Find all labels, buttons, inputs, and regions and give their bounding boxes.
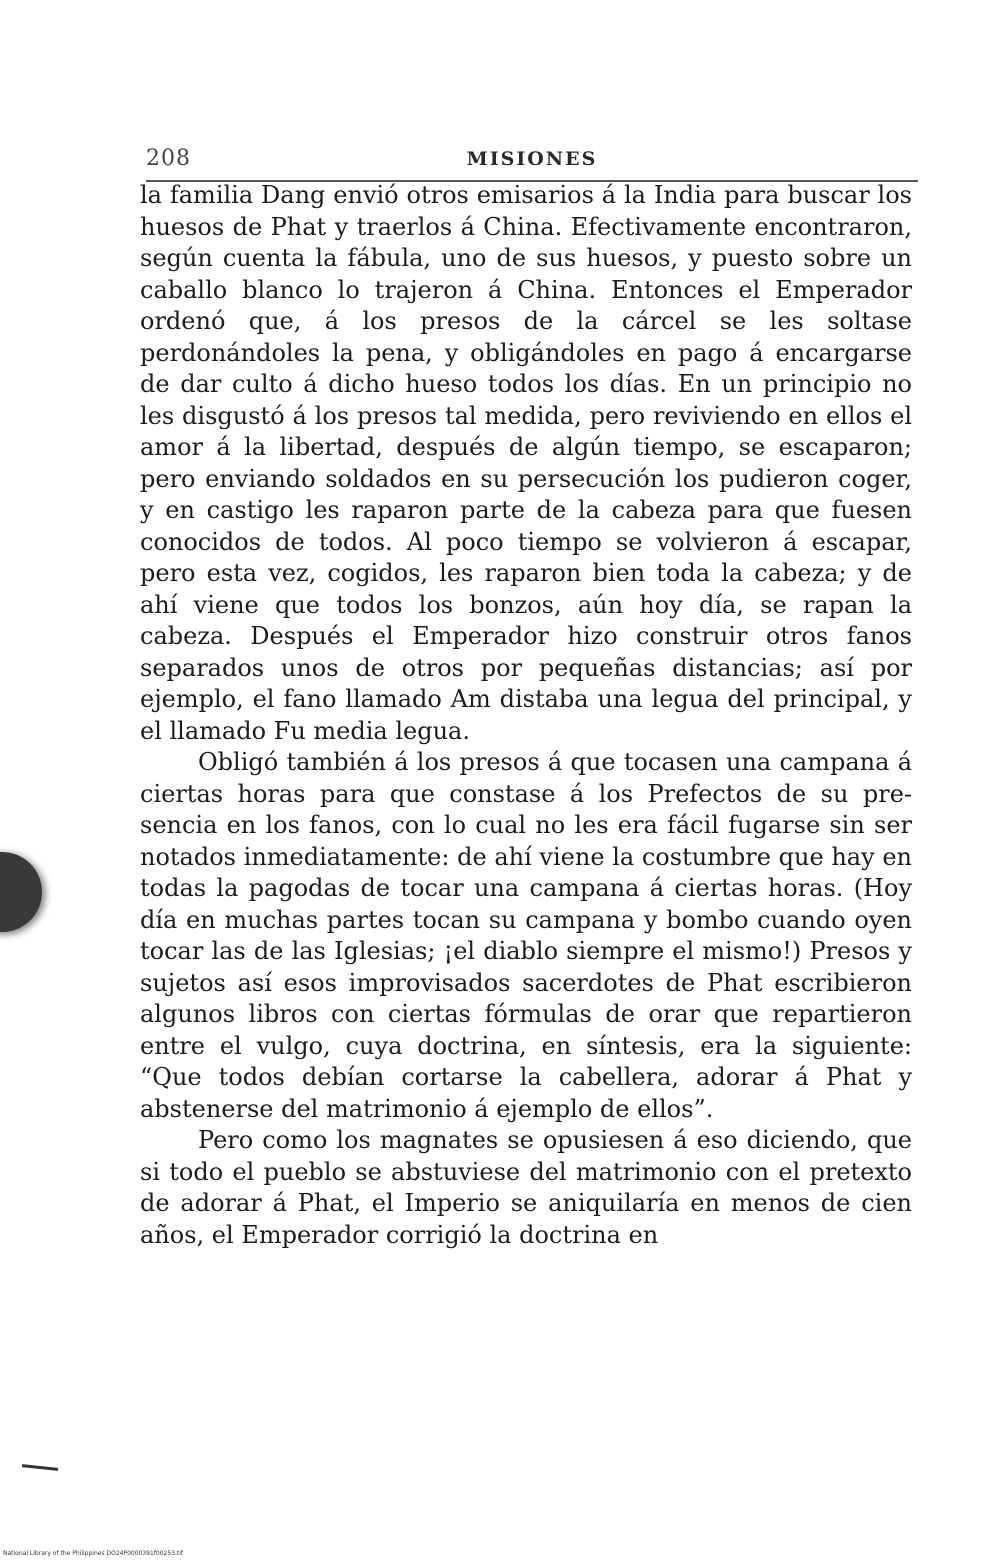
paragraph-2: Obligó también á los presos á que tocasen una campana á ciertas horas para que constase á los Prefectos de su presencia en los fanos, con lo cual no les era fácil fugarse sin ser notados inmediatamente: de ahí viene la costumbre que hay en todas la pagodas de tocar una campana á ciertas horas. (Hoy día en muchas partes tocan su campana y bombo cuando oyen tocar las de las Iglesias; ¡el diablo siempre el mismo!) Presos y sujetos así esos improvisados sacerdotes de Phat escribieron algunos libros con ciertas fórmulas de orar que repartieron entre el vulgo, cuya doctrina, en síntesis, era la siguiente: “Que todos debían cortarse la cabellera, adorar á Phat y abstenerse del matrimonio á ejemplo de ellos”. [140, 748, 912, 1123]
page-header [146, 140, 918, 182]
paragraph-3: Pero como los magnates se opusiesen á eso diciendo, que si todo el pueblo se abstuviese del matrimonio con el pretexto de adorar á Phat, el Imperio se aniquilaría en menos de cien años, el Emperador corrigió la doctrina en [140, 1126, 912, 1249]
body-text [140, 180, 912, 1251]
running-head: MISIONES [466, 148, 598, 170]
thumb-shadow [0, 852, 42, 932]
scan-credit: National Library of the Philippines DO24P0000391f00253.tif [3, 1550, 184, 1557]
margin-mark [22, 1464, 58, 1471]
page-number: 208 [146, 146, 191, 171]
paragraph-1: la familia Dang envió otros emisarios á la India para buscar los huesos de Phat y traerlos á China. Efectivamente encontraron, según cuenta la fábula, uno de sus huesos, y puesto sobre un caballo blanco lo trajeron á China. Entonces el Emperador ordenó que, á los presos de la cárcel se les soltase perdonándoles la pena, y obligándoles en pago á encargarse de dar culto á dicho hueso todos los días. En un principio no les disgustó á los presos tal medida, pero reviviendo en ellos el amor á la libertad, después de algún tiempo, se escaparon; pero enviando soldados en su persecución los pudieron coger, y en castigo les raparon parte de la cabeza para que fuesen conocidos de todos. Al poco tiempo se volvieron á escapar, pero esta vez, cogidos, les raparon bien toda la cabeza; y de ahí viene que todos los bonzos, aún hoy día, se rapan la cabeza. Después el Emperador hizo construir otros fanos separados unos de otros por pequeñas distancias; así por ejemplo, el fano llamado Am distaba una legua del principal, y el llamado Fu media legua. [140, 181, 912, 745]
